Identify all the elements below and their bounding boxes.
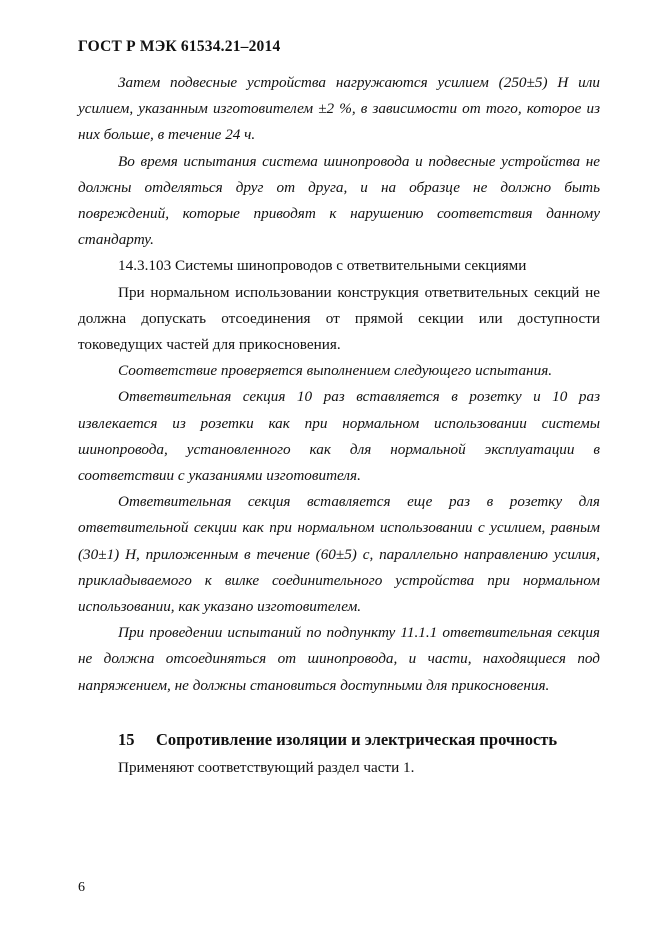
section-paragraph: Применяют соответствующий раздел части 1. bbox=[118, 758, 415, 776]
section-heading bbox=[78, 725, 600, 755]
paragraph-test-result: При проведении испытаний по подпункту 11.1.1 ответвительная секция не должна отсоединяться от шинопровода, и части, находящиеся под напряжением, не должны становиться доступными для прикосновения. bbox=[78, 624, 600, 694]
paragraph-normal-use: При нормальном использовании конструкция ответвительных секций не должна допускать отсоединения от прямой секции или доступности токоведущих частей для прикосновения. bbox=[78, 283, 600, 354]
paragraph-test-requirement: Во время испытания система шинопровода и подвесные устройства не должны отделяться друг от друга, и на образце не должно быть повреждений, которые приводят к нарушению соответствия данному стандарту. bbox=[78, 152, 600, 249]
paragraph-compliance: Соответствие проверяется выполнением следующего испытания. bbox=[118, 362, 553, 380]
subclause-heading: 14.3.103 Системы шинопроводов с ответвительными секциями bbox=[118, 257, 527, 275]
section-number: 15 bbox=[118, 729, 135, 749]
document-body bbox=[78, 70, 600, 781]
paragraph-load-test: Затем подвесные устройства нагружаются усилием (250±5) Н или усилием, указанным изготовителем ±2 %, в зависимости от того, которое из них больше, в течение 24 ч. bbox=[78, 74, 600, 144]
section-title: Сопротивление изоляции и электрическая прочность bbox=[156, 729, 558, 749]
page-number: 6 bbox=[78, 880, 85, 895]
document-header: ГОСТ Р МЭК 61534.21–2014 bbox=[78, 38, 281, 55]
paragraph-insertion-test: Ответвительная секция 10 раз вставляется в розетку и 10 раз извлекается из розетки как при нормальном использовании системы шинопровода, установленного как для нормальной эксплуатации в соответствии с указаниями изготовителя. bbox=[78, 388, 600, 485]
paragraph-force-test: Ответвительная секция вставляется еще раз в розетку для ответвительной секции как при нормальном использовании с усилием, равным (30±1) Н, приложенным в течение (60±5) с, параллельно направлению усилия, прикладываемого к вилке соединительного устройства при нормальном использовании, как указано изготовителем. bbox=[78, 493, 600, 616]
